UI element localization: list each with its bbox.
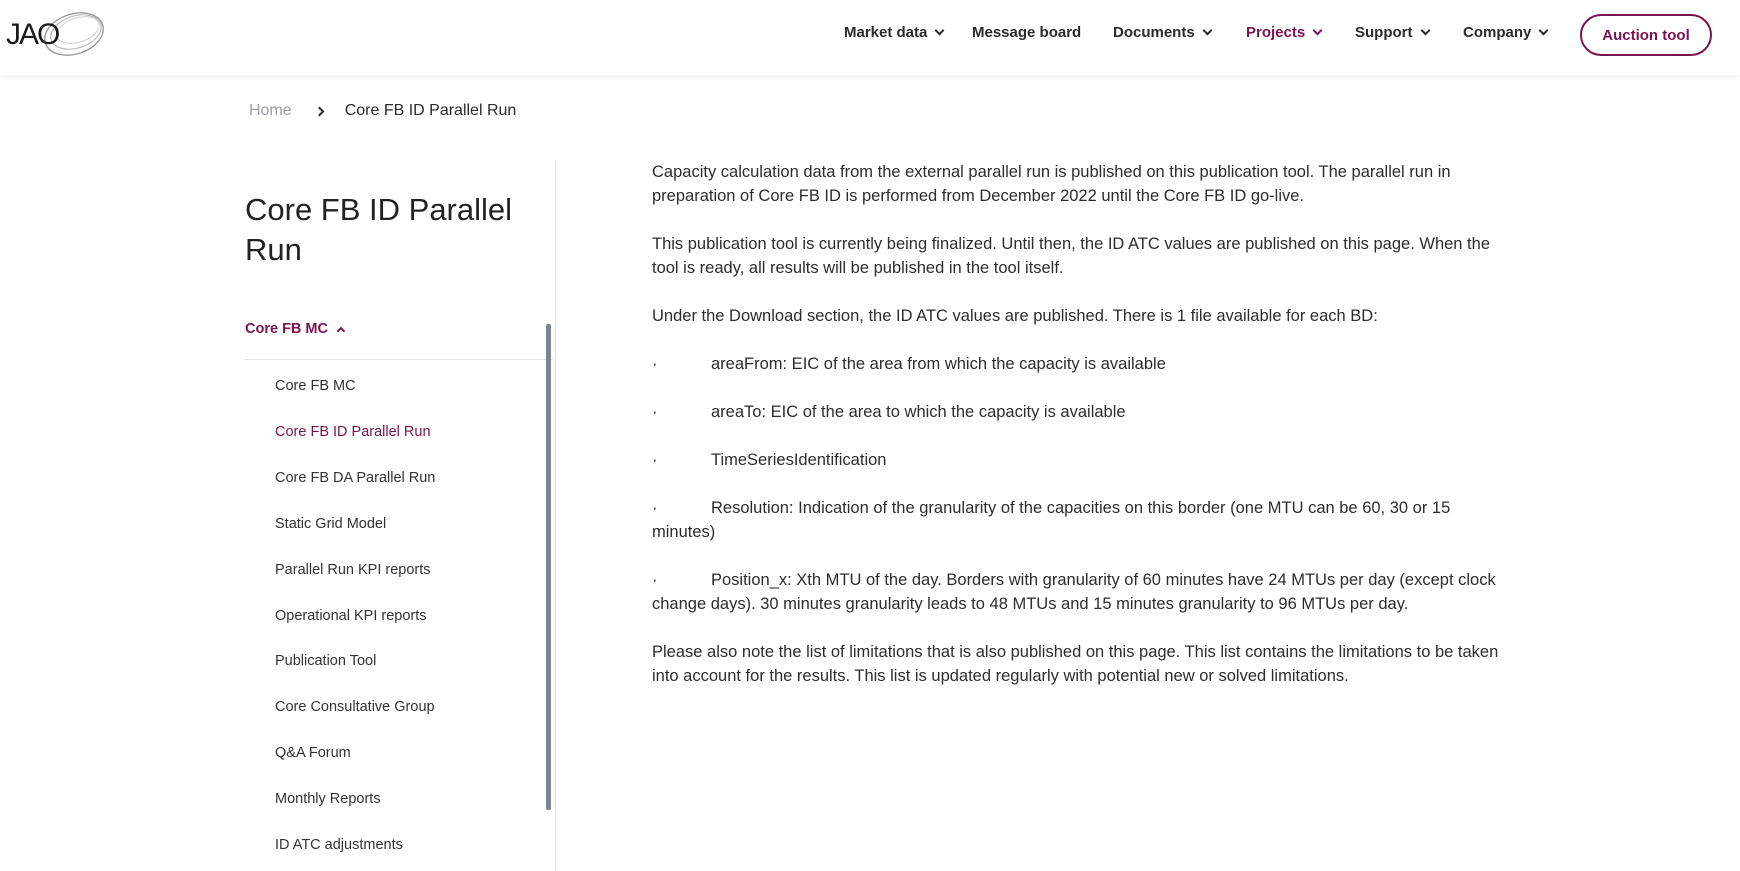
list-item xyxy=(652,568,1512,616)
sidebar-item-publication-tool[interactable]: Publication Tool xyxy=(275,653,377,669)
sidebar-section-toggle[interactable] xyxy=(245,321,344,337)
chevron-down-icon xyxy=(1202,26,1212,36)
chevron-up-icon xyxy=(337,326,345,334)
breadcrumb-home-link[interactable]: Home xyxy=(249,102,292,119)
sidebar-item-monthly-reports[interactable]: Monthly Reports xyxy=(275,791,381,807)
intro-paragraph: Capacity calculation data from the external parallel run is published on this publication tool. The parallel run in preparation of Core FB ID is performed from December 2022 until the Core FB ID go-live. xyxy=(652,163,1451,205)
chevron-down-icon xyxy=(935,26,945,36)
sidebar-item-core-consultative-group[interactable]: Core Consultative Group xyxy=(275,699,435,715)
nav-support[interactable] xyxy=(1355,24,1429,41)
sidebar-item-core-fb-id-parallel-run[interactable]: Core FB ID Parallel Run xyxy=(275,424,431,440)
list-item-text: areaFrom: EIC of the area from which the capacity is available xyxy=(711,355,1166,373)
site-header xyxy=(0,0,1740,75)
breadcrumb xyxy=(249,102,516,120)
sidebar-divider xyxy=(245,359,553,360)
nav-documents-label: Documents xyxy=(1113,24,1195,41)
bullet-marker: · xyxy=(652,571,658,589)
list-item-text: Resolution: Indication of the granularity of the capacities on this border (one MTU can be 60, 30 or 15 minutes) xyxy=(652,499,1451,541)
breadcrumb-current: Core FB ID Parallel Run xyxy=(344,102,517,119)
nav-support-label: Support xyxy=(1355,24,1413,41)
bullet-marker: · xyxy=(652,499,658,517)
content-divider xyxy=(555,160,556,871)
nav-market-data-label: Market data xyxy=(844,24,928,41)
list-item-text: areaTo: EIC of the area to which the capacity is available xyxy=(711,403,1126,421)
nav-company[interactable] xyxy=(1463,24,1547,41)
nav-documents[interactable] xyxy=(1113,24,1211,41)
nav-message-board-label: Message board xyxy=(972,24,1082,41)
bullet-marker: · xyxy=(652,355,658,373)
chevron-down-icon xyxy=(1313,26,1323,36)
list-item-text: Position_x: Xth MTU of the day. Borders with granularity of 60 minutes have 24 MTUs per day (except clock change days). 30 minutes granularity leads to 48 MTUs and 15 minutes granularity to 96 MTUs per day. xyxy=(652,571,1496,613)
sidebar-item-parallel-run-kpi-reports[interactable]: Parallel Run KPI reports xyxy=(275,562,431,578)
chevron-right-icon xyxy=(314,106,324,116)
chevron-down-icon xyxy=(1420,26,1430,36)
logo-text: JAO xyxy=(6,18,59,51)
list-item xyxy=(652,448,1512,472)
nav-projects[interactable] xyxy=(1246,24,1321,41)
sidebar-scrollbar[interactable] xyxy=(546,324,551,810)
chevron-down-icon xyxy=(1539,26,1549,36)
sidebar-item-static-grid-model[interactable]: Static Grid Model xyxy=(275,516,387,532)
sidebar-item-core-fb-mc[interactable]: Core FB MC xyxy=(275,378,356,394)
list-item xyxy=(652,352,1512,376)
auction-tool-button[interactable]: Auction tool xyxy=(1580,14,1712,56)
sidebar-item-core-fb-da-parallel-run[interactable]: Core FB DA Parallel Run xyxy=(275,470,436,486)
bullet-marker: · xyxy=(652,451,658,469)
list-item-text: TimeSeriesIdentification xyxy=(711,451,887,469)
sidebar-section-label: Core FB MC xyxy=(245,321,328,337)
limitations-paragraph: Please also note the list of limitations that is also published on this page. This list contains the limitations to be taken into account for the results. This list is updated regularly with potential new or solved limitations. xyxy=(652,643,1499,685)
sidebar-item-id-atc-adjustments[interactable]: ID ATC adjustments xyxy=(275,837,403,853)
list-item xyxy=(652,496,1512,544)
nav-market-data[interactable] xyxy=(844,24,943,41)
jao-logo[interactable] xyxy=(4,4,108,64)
nav-projects-label: Projects xyxy=(1246,24,1306,41)
status-paragraph: This publication tool is currently being finalized. Until then, the ID ATC values are published on this page. When the tool is ready, all results will be published in the tool itself. xyxy=(652,235,1490,277)
download-paragraph: Under the Download section, the ID ATC values are published. There is 1 file available for each BD: xyxy=(652,307,1378,325)
sidebar-item-qa-forum[interactable]: Q&A Forum xyxy=(275,745,351,761)
nav-message-board[interactable] xyxy=(972,24,1081,41)
bullet-marker: · xyxy=(652,403,658,421)
sidebar-item-operational-kpi-reports[interactable]: Operational KPI reports xyxy=(275,608,427,624)
nav-company-label: Company xyxy=(1463,24,1532,41)
page-title: Core FB ID Parallel Run xyxy=(245,192,513,267)
main-content xyxy=(652,160,1512,712)
list-item xyxy=(652,400,1512,424)
